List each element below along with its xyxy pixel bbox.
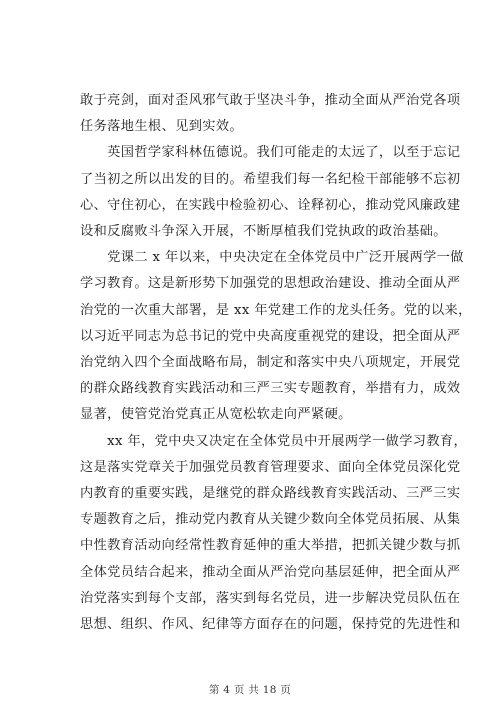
text-line: 显著，使管党治党真正从宽松软走向严紧硬。 bbox=[80, 407, 352, 423]
text-line: 了当初之所以出发的目的。希望我们每一名纪检干部能够不忘初 bbox=[80, 171, 461, 187]
text-line: 设和反腐败斗争深入开展，不断厚植我们党执政的政治基础。 bbox=[80, 224, 447, 240]
text-line: 治党的一次重大部署，是 xx 年党建工作的龙头任务。党的以来， bbox=[80, 302, 472, 318]
text-line: 内教育的重要实践，是继党的群众路线教育实践活动、三严三实 bbox=[80, 486, 461, 502]
paragraph-1 bbox=[80, 88, 461, 140]
paragraph-3 bbox=[80, 245, 472, 428]
paragraph-4 bbox=[80, 429, 468, 639]
text-line: 治党落实到每个支部，落实到每名党员，进一步解决党员队伍在 bbox=[80, 590, 461, 606]
page-number-footer: 第 4 页 共 18 页 bbox=[208, 684, 292, 696]
text-line: xx 年，党中央又决定在全体党员中开展两学一做学习教育， bbox=[80, 433, 468, 449]
text-line: 英国哲学家科林伍德说。我们可能走的太远了，以至于忘记 bbox=[80, 145, 461, 161]
text-line: 心、守住初心，在实践中检验初心、诠释初心，推动党风廉政建 bbox=[80, 197, 461, 213]
text-line: 中性教育活动向经常性教育延伸的重大举措，把抓关键少数与抓 bbox=[80, 538, 461, 554]
text-line: 专题教育之后，推动党内教育从关键少数向全体党员拓展、从集 bbox=[80, 512, 461, 528]
text-line: 的群众路线教育实践活动和三严三实专题教育，举措有力，成效 bbox=[80, 381, 461, 397]
text-line: 以习近平同志为总书记的党中央高度重视党的建设，把全面从严 bbox=[80, 328, 461, 344]
text-line: 敢于亮剑，面对歪风邪气敢于坚决斗争，推动全面从严治党各项 bbox=[80, 93, 461, 108]
text-line: 全体党员结合起来，推动全面从严治党向基层延伸，把全面从严 bbox=[80, 564, 461, 580]
document-body bbox=[80, 88, 472, 638]
text-line: 学习教育。这是新形势下加强党的思想政治建设、推动全面从严 bbox=[80, 276, 461, 292]
paragraph-2 bbox=[80, 140, 461, 245]
text-line: 思想、组织、作风、纪律等方面存在的问题，保持党的先进性和 bbox=[80, 617, 461, 633]
text-line: 这是落实党章关于加强党员教育管理要求、面向全体党员深化党 bbox=[80, 459, 461, 475]
text-line: 治党纳入四个全面战略布局，制定和落实中央八项规定，开展党 bbox=[80, 355, 461, 371]
text-line: 任务落地生根、见到实效。 bbox=[80, 119, 244, 135]
text-line: 党课二 x 年以来，中央决定在全体党员中广泛开展两学一做 bbox=[80, 250, 464, 266]
